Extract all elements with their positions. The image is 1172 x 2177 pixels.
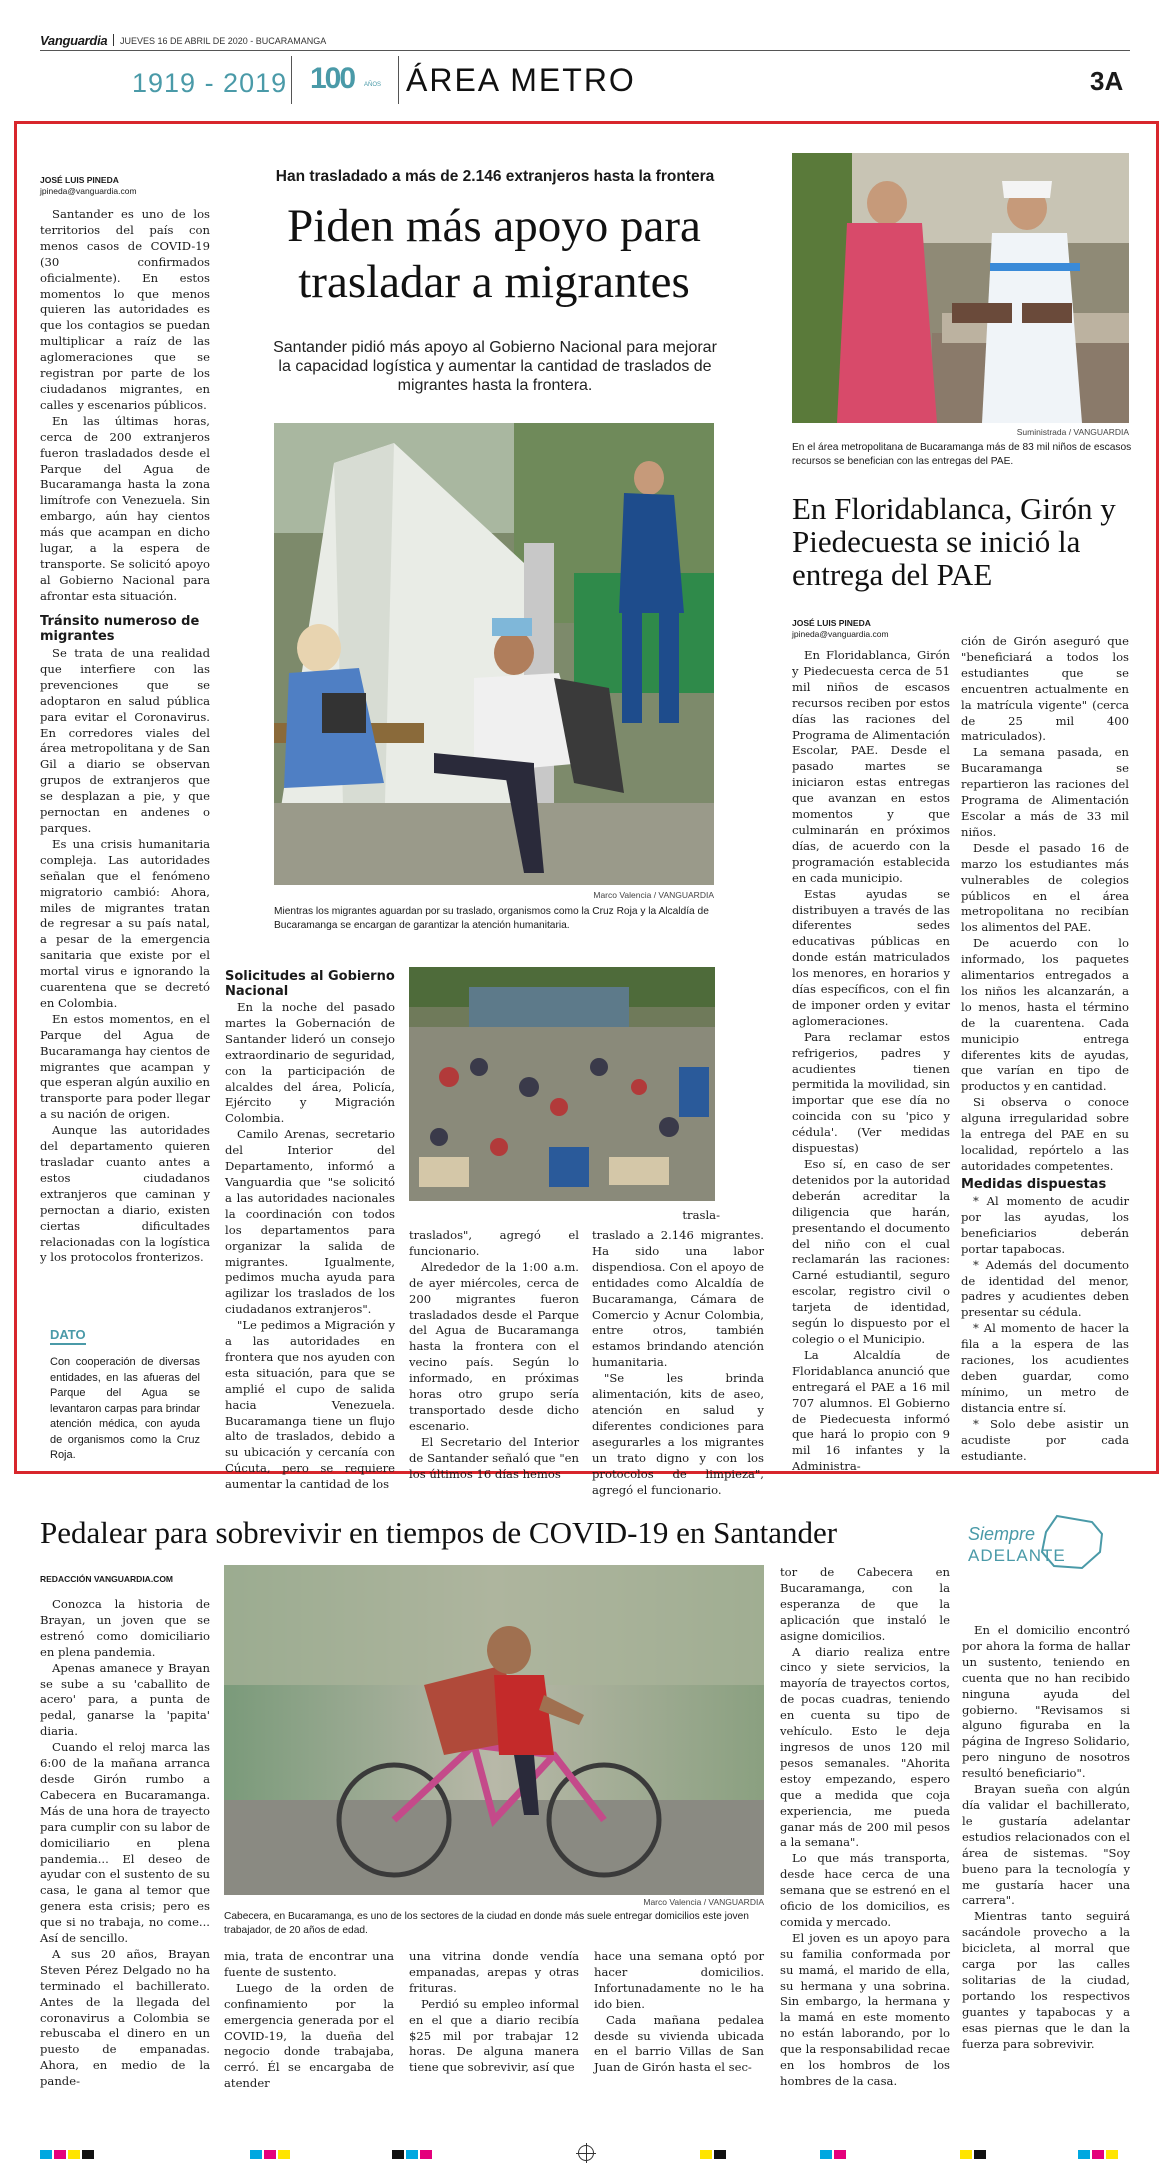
paragraph: A sus 20 años, Brayan Steven Pérez Delgado no ha terminado el bachillerato. Antes de la llegada del coronavirus a Colombia se rebuscaba el dinero en un puesto de empanadas. Ahora, en medio de la pande-: [40, 1946, 210, 2089]
registration-crosshair-icon: [578, 2145, 594, 2161]
paragraph: Brayan sueña con algún día validar el bachillerato, le gustaría adelantar estudios relacionados con el área de sistemas. "Soy bueno para la tecnología y me gustaría hacer una carrera".: [962, 1782, 1130, 1908]
section-title: ÁREA METRO: [406, 62, 636, 98]
paragraph: Si observa o conoce alguna irregularidad sobre la entrega del PAE en su localidad, repórtelo a las autoridades competentes.: [961, 1095, 1129, 1173]
paragraph: tor de Cabecera en Bucaramanga, con la esperanza de que la aplicación que instaló le asigne domicilios.: [780, 1565, 950, 1643]
lead-byline: [40, 175, 210, 197]
paragraph: De acuerdo con lo informado, los paquetes alimentarios entregados a los niños les alcanzarán, a lo menos, hasta el término de la cuarentena. Cada municipio entrega diferentes kits de ayudas, que varían en tipo de productos y en cantidad.: [961, 936, 1129, 1094]
color-swatch: [960, 2150, 972, 2159]
paragraph: En estos momentos, en el Parque del Agua de Bucaramanga hay cientos de migrantes que acampan y que esperan algún auxilio en transporte para poder llegar a su nación de origen.: [40, 1011, 210, 1122]
lead-column-2: [225, 1000, 395, 1492]
list-item: * Además del documento de identidad del menor, padres y acudientes deben presentar su cédula.: [961, 1257, 1129, 1320]
paragraph: mia, trata de encontrar una fuente de sustento.: [224, 1949, 394, 1979]
pae-headline: En Floridablanca, Girón y Piedecuesta se inició la entrega del PAE: [792, 491, 1116, 592]
logo-bottom: ADELANTE: [968, 1546, 1066, 1565]
paragraph: Estas ayudas se distribuyen a través de las diferentes sedes educativas públicas en donde están matriculados los menores, en horarios y días específicos, con el fin de imponer orden y evitar aglomeraciones.: [792, 886, 950, 1028]
pae-photo-image: [792, 153, 1129, 423]
paragraph: Luego de la orden de confinamiento por la emergencia generada por el COVID-19, la dueña del negocio donde trabajaba, cerró. Él se encargaba de atender: [224, 1980, 394, 2091]
paragraph: En el domicilio encontró por ahora la forma de hallar un sustento, teniendo en cuenta que no han recibido ninguna ayuda del gobierno. "Revisamos si alguno figuraba en la página de Ingreso Solidario, pero ninguno de nosotros resultó beneficiario".: [962, 1623, 1130, 1781]
paragraph: traslado a 2.146 migrantes. Ha sido una labor dispendiosa. Con el apoyo de entidades como Alcaldía de Bucaramanga, Cámara de Comercio y Acnur Colombia, entre otros, también estamos brindando atención humanitaria.: [592, 1228, 764, 1370]
byline-name: JOSÉ LUIS PINEDA: [792, 618, 871, 628]
siempre-adelante-logo: [962, 1512, 1132, 1574]
lead-photo-red-cross: [274, 423, 714, 885]
masthead-dateline: JUEVES 16 DE ABRIL DE 2020 - BUCARAMANGA: [120, 36, 327, 46]
color-swatch: [1106, 2150, 1118, 2159]
bottom-column-5: [780, 1565, 950, 2129]
bottom-column-2: [224, 1949, 394, 2129]
masthead-brand: Vanguardia: [40, 33, 108, 48]
paragraph: Mientras tanto seguirá sacándole provecho a la bicicleta, al morral que carga por las calles solitarias de la ciudad, portando los respectivos guantes y tapabocas y a esas piernas que le dan la fuerza para sobrevivir.: [962, 1909, 1130, 2051]
paragraph: Santander es uno de los territorios del país con menos casos de COVID-19 (30 confirmados oficialmente). En estos momentos lo que menos quieren las autoridades es que los contagios se puedan multiplicar a raíz de las aglomeraciones que se registran por parte de los ciudadanos migrantes, en calles y escenarios públicos.: [40, 207, 210, 412]
pae-column-1: [792, 648, 950, 1474]
cyclist-photo: [224, 1565, 764, 1895]
paragraph: "Se les brinda alimentación, kits de aseo, atención en salud y diferentes condiciones para asegurarles a los migrantes un trato digno y con los protocolos de limpieza", agregó el funcionario.: [592, 1371, 764, 1497]
paragraph: Desde el pasado 16 de marzo los estudiantes más vulnerables de colegios públicos en el área metropolitana no recibían los alimentos del PAE.: [961, 840, 1129, 935]
paragraph: traslados", agregó el funcionario.: [409, 1228, 579, 1258]
lead-column-4: [592, 1228, 764, 1497]
dato-text: Con cooperación de diversas entidades, en las afueras del Parque del Agua se levantaron carpas para brindar atención médica, con ayuda de organismos como la Cruz Roja.: [50, 1356, 200, 1461]
lead-column-1: [40, 207, 210, 603]
color-swatch: [820, 2150, 832, 2159]
masthead-years: 1919 - 2019: [132, 68, 288, 98]
color-swatch: [714, 2150, 726, 2159]
paragraph: "Le pedimos a Migración y a las autoridades en frontera que nos ayuden con esta situación, para que se amplié el cupo de salida hacia Venezuela. Bucaramanga tiene un flujo alto de traslados, debido a su ubicación y cercanía con Cúcuta, pero se requiere aumentar la cantidad de los: [225, 1318, 395, 1492]
color-swatch: [406, 2150, 418, 2159]
paragraph: El joven es un apoyo para su familia conformada por su mamá, el marido de ella, su hermana y una sobrina. Sin embargo, la hermana y la mamá en este momento no están laborando, por lo que la responsabilidad recae en los hombros de los hombres de la casa.: [780, 1930, 950, 2088]
color-swatch: [54, 2150, 66, 2159]
lead-photo-tail: trasla-: [682, 1208, 720, 1222]
lead-photo-camp: [409, 967, 715, 1201]
byline-email: jpineda@vanguardia.com: [40, 186, 137, 196]
list-item: * Al momento de acudir por las ayudas, los beneficiarios deberán portar tapabocas.: [961, 1194, 1129, 1256]
color-swatch: [392, 2150, 404, 2159]
paragraph: Alrededor de la 1:00 a.m. de ayer miércoles, cerca de 200 migrantes fueron trasladados desde el Parque del Agua de Bucaramanga hasta la frontera con el vecino país. Según lo informado, en próximas horas otro grupo sería transportado desde dicho escenario.: [409, 1259, 579, 1433]
paragraph: El Secretario del Interior de Santander señaló que "en los últimos 16 días hemos: [409, 1434, 579, 1481]
photo-credit: Marco Valencia / VANGUARDIA: [593, 890, 714, 900]
lead-column-3: [409, 1228, 579, 1481]
camp-photo-image: [409, 967, 715, 1201]
byline-name: JOSÉ LUIS PINEDA: [40, 175, 119, 185]
byline-name: REDACCIÓN VANGUARDIA.COM: [40, 1574, 174, 1584]
paragraph: Lo que más transporta, desde hace cerca de una semana que se estrenó en el oficio de los domicilios, es comida y mercado.: [780, 1851, 950, 1929]
paragraph: Camilo Arenas, secretario del Interior del Departamento, informó a Vanguardia que "se solicitó a las autoridades nacionales la coordinación con todos los departamentos para organizar la salida de migrantes. Igualmente, pedimos mucha ayuda para agilizar los traslados de los ciudadanos extranjeros".: [225, 1127, 395, 1317]
bottom-column-1: [40, 1597, 210, 2129]
color-swatch: [1092, 2150, 1104, 2159]
subhead-medidas: Medidas dispuestas: [961, 1177, 1107, 1192]
pae-photo: [792, 153, 1129, 423]
page-number: 3A: [1090, 66, 1124, 96]
color-swatch: [834, 2150, 846, 2159]
pae-column-2: [961, 634, 1129, 1174]
anniversary-logo: [310, 60, 386, 100]
paragraph: ción de Girón aseguró que "beneficiará a todos los estudiantes que se encuentren actualmente en la matrícula vigente" (cerca de 25 mil 400 matriculados).: [961, 634, 1129, 744]
paragraph: A diario realiza entre cinco y siete servicios, la mayoría de trayectos cortos, de pocas cuadras, teniendo en cuenta su tipo de vehículo. Esto le deja ingresos de unos 120 mil pesos semanales. "Ahorita estoy empezando, espero que a medida que coja experiencia, me pueda ganar más de 200 mil pesos a la semana".: [780, 1644, 950, 1850]
paragraph: La Alcaldía de Floridablanca anunció que entregará el PAE a 16 mil 707 alumnos. El Gobierno de Piedecuesta informó que hará lo propio con 9 mil 16 infantes y la Administra-: [792, 1347, 950, 1474]
masthead-divider-small: [113, 34, 114, 46]
paragraph: La semana pasada, en Bucaramanga se repartieron las raciones del Programa de Alimentación Escolar a más de 33 mil niños.: [961, 745, 1129, 839]
cyclist-photo-caption: Cabecera, en Bucaramanga, es uno de los sectores de la ciudad en donde más suele entregar domicilios este joven trabajador, de 20 años de edad.: [224, 1911, 749, 1936]
masthead-divider-2: [398, 56, 399, 104]
dato-box: [50, 1324, 200, 1464]
color-swatch: [40, 2150, 52, 2159]
color-swatch: [420, 2150, 432, 2159]
pae-measures: [961, 1194, 1129, 1463]
paragraph: Cada mañana pedalea desde su vivienda ubicada en el barrio Villas de San Juan de Girón hasta el sec-: [594, 2012, 764, 2075]
bottom-column-6: [962, 1623, 1130, 2129]
paragraph: Es una crisis humanitaria compleja. Las autoridades señalan que el fenómeno migratorio cambió: Ahora, miles de migrantes tratan de regresar a su país natal, a pesar de la emergencia sanitaria que existe por el mortal virus e ignorando la cuarentena que se decretó en Colombia.: [40, 836, 210, 1010]
color-swatch: [974, 2150, 986, 2159]
subhead-solicitudes: Solicitudes al Gobierno Nacional: [225, 969, 395, 999]
paragraph: Para reclamar estos refrigerios, padres y acudientes tienen permitida la movilidad, sin importar que ese día no coincida con su 'pico y cédula'. (Ver medidas dispuestas): [792, 1029, 950, 1156]
list-item: * Solo debe asistir un acudiste por cada estudiante.: [961, 1416, 1129, 1463]
lead-kicker: Han trasladado a más de 2.146 extranjeros hasta la frontera: [275, 168, 715, 185]
paragraph: En las últimas horas, cerca de 200 extranjeros fueron trasladados desde el Parque del Agua de Bucaramanga hasta la zona limítrofe con Venezuela. Sin embargo, aún hay cientos más que acampan en dicho lugar, a la espera de transporte. Se solicitó apoyo al Gobierno Nacional para afrontar esta situación.: [40, 413, 210, 603]
color-swatch: [250, 2150, 262, 2159]
dato-label: DATO: [50, 1327, 86, 1345]
logo-top: Siempre: [968, 1524, 1036, 1544]
anniversary-number: 100: [310, 62, 355, 95]
paragraph: Conozca la historia de Brayan, un joven que se estrenó como domiciliario en plena pandemia.: [40, 1597, 210, 1659]
subhead-transito: Tránsito numeroso de migrantes: [40, 614, 200, 644]
paragraph: En Floridablanca, Girón y Piedecuesta cerca de 51 mil niños de escasos recursos reciben por estos días las raciones del Programa de Alimentación Escolar, PAE. Desde el pasado martes se iniciaron estas entregas que avanzan en estos momentos y que culminarán en próximos días, de acuerdo con la programación establecida en cada municipio.: [792, 648, 950, 885]
list-item: * Al momento de hacer la fila a la espera de las raciones, los acudientes deben guardar, como mínimo, un metro de distancia entre sí.: [961, 1321, 1129, 1415]
pae-photo-credit: Suministrada / VANGUARDIA: [1016, 427, 1129, 437]
masthead-divider: [291, 56, 292, 104]
photo-caption: Mientras los migrantes aguardan por su traslado, organismos como la Cruz Roja y la Alcaldía de Bucaramanga se encargan de garantizar la atención humanitaria.: [274, 906, 709, 931]
bottom-headline: Pedalear para sobrevivir en tiempos de COVID-19 en Santander: [40, 1515, 838, 1550]
lead-column-1b: [40, 646, 210, 1264]
paragraph: En la noche del pasado martes la Gobernación de Santander lideró un consejo extraordinario de seguridad, con la participación de alcaldes del área, Policía, Ejército y Migración Colombia.: [225, 1000, 395, 1126]
bottom-byline: [40, 1574, 220, 1585]
color-swatch: [68, 2150, 80, 2159]
anniversary-sub: AÑOS: [364, 82, 382, 88]
cyclist-photo-credit: Marco Valencia / VANGUARDIA: [643, 1897, 764, 1907]
paragraph: Apenas amanece y Brayan se sube a su 'caballito de acero' para, a punta de pedal, ganarse la 'papita' diaria.: [40, 1660, 210, 1739]
color-swatch: [264, 2150, 276, 2159]
paragraph: Se trata de una realidad que interfiere con las prevenciones que se adoptaron en salud pública para evitar el Coronavirus. En corredores viales del área metropolitana y de San Gil a diario se observan grupos de extranjeros que se desplazan a pie, y que pernoctan en andenes o parques.: [40, 646, 210, 835]
bottom-column-3: [409, 1949, 579, 2129]
paragraph: Cuando el reloj marca las 6:00 de la mañana arranca desde Girón rumbo a Cabecera en Bucaramanga. Más de una hora de trayecto para cumplir con su labor de domiciliario en plena pandemia... El deseo de ayudar con el sustento de su casa, le gana al temor que genera esta crisis; pero es que si no trabaja, no come... Así de sencillo.: [40, 1740, 210, 1946]
color-swatch: [82, 2150, 94, 2159]
pae-photo-caption: En el área metropolitana de Bucaramanga más de 83 mil niños de escasos recursos se benefician con las entregas del PAE.: [792, 442, 1132, 467]
color-swatch: [700, 2150, 712, 2159]
color-swatch: [278, 2150, 290, 2159]
paragraph: Aunque las autoridades del departamento quieren trasladar cuanto antes a estos ciudadanos extranjeros que caminan y pernoctan a diario, existen ciertas dificultades relacionadas con la logística y los protocolos fronterizos.: [40, 1123, 210, 1265]
byline-email: jpineda@vanguardia.com: [792, 629, 889, 639]
color-swatch: [1078, 2150, 1090, 2159]
masthead-rule: [40, 50, 1130, 51]
red-cross-photo-image: [274, 423, 714, 885]
paragraph: una vitrina donde vendía empanadas, arepas y otras frituras.: [409, 1949, 579, 1995]
paragraph: hace una semana optó por hacer domicilios. Infortunadamente no le ha ido bien.: [594, 1949, 764, 2011]
paragraph: Perdió su empleo informal en el que a diario recibía $25 mil por trabajar 12 horas. De alguna manera tiene que sobrevivir, así que: [409, 1996, 579, 2075]
bottom-column-4: [594, 1949, 764, 2129]
lead-deck: Santander pidió más apoyo al Gobierno Nacional para mejorar la capacidad logística y aumentar la cantidad de traslados de migrantes hasta la frontera.: [273, 339, 717, 394]
cyclist-photo-image: [224, 1565, 764, 1895]
lead-headline: Piden más apoyo para trasladar a migrantes: [287, 200, 701, 308]
paragraph: Eso sí, en caso de ser detenidos por la autoridad deberán acreditar la diligencia que harán, presentando el documento del niño con el cual reclamarán las raciones: Carné estudiantil, seguro escolar, registro civil o tarjeta de identidad, según lo dispuesto por el colegio o el Municipio.: [792, 1157, 950, 1346]
